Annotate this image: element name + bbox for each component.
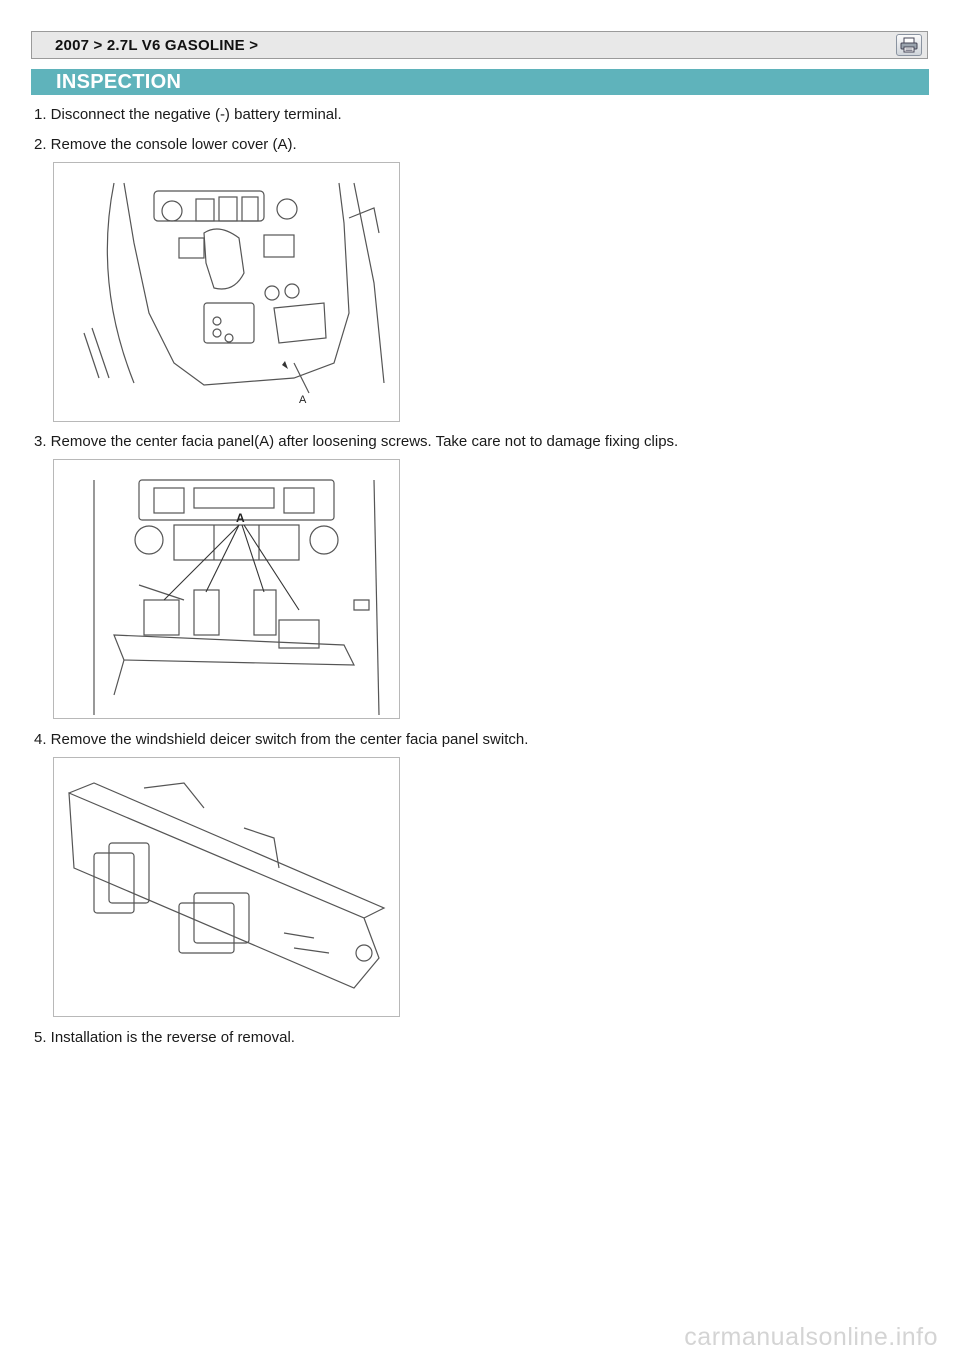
facia-panel-illustration xyxy=(54,460,399,718)
deicer-switch-illustration xyxy=(54,758,399,1016)
figure-deicer-switch xyxy=(53,757,400,1017)
step-3: 3. Remove the center facia panel(A) after loosening screws. Take care not to damage fixing clips. xyxy=(34,433,679,450)
section-header xyxy=(31,69,929,95)
figure-1-callout-label: A xyxy=(299,394,307,406)
printer-icon xyxy=(900,37,918,53)
section-title: INSPECTION xyxy=(56,71,182,93)
breadcrumb: 2007 > 2.7L V6 GASOLINE > xyxy=(55,37,259,54)
breadcrumb-bar xyxy=(31,31,928,59)
step-4: 4. Remove the windshield deicer switch from the center facia panel switch. xyxy=(34,731,529,748)
figure-console-lower-cover xyxy=(53,162,400,422)
step-1: 1. Disconnect the negative (-) battery terminal. xyxy=(34,106,342,123)
step-5: 5. Installation is the reverse of removal. xyxy=(34,1029,295,1046)
figure-center-facia-panel xyxy=(53,459,400,719)
step-2: 2. Remove the console lower cover (A). xyxy=(34,136,297,153)
watermark: carmanualsonline.info xyxy=(684,1323,938,1351)
console-illustration xyxy=(54,163,399,421)
figure-2-callout-label: A xyxy=(236,511,245,525)
print-button[interactable] xyxy=(896,34,922,56)
